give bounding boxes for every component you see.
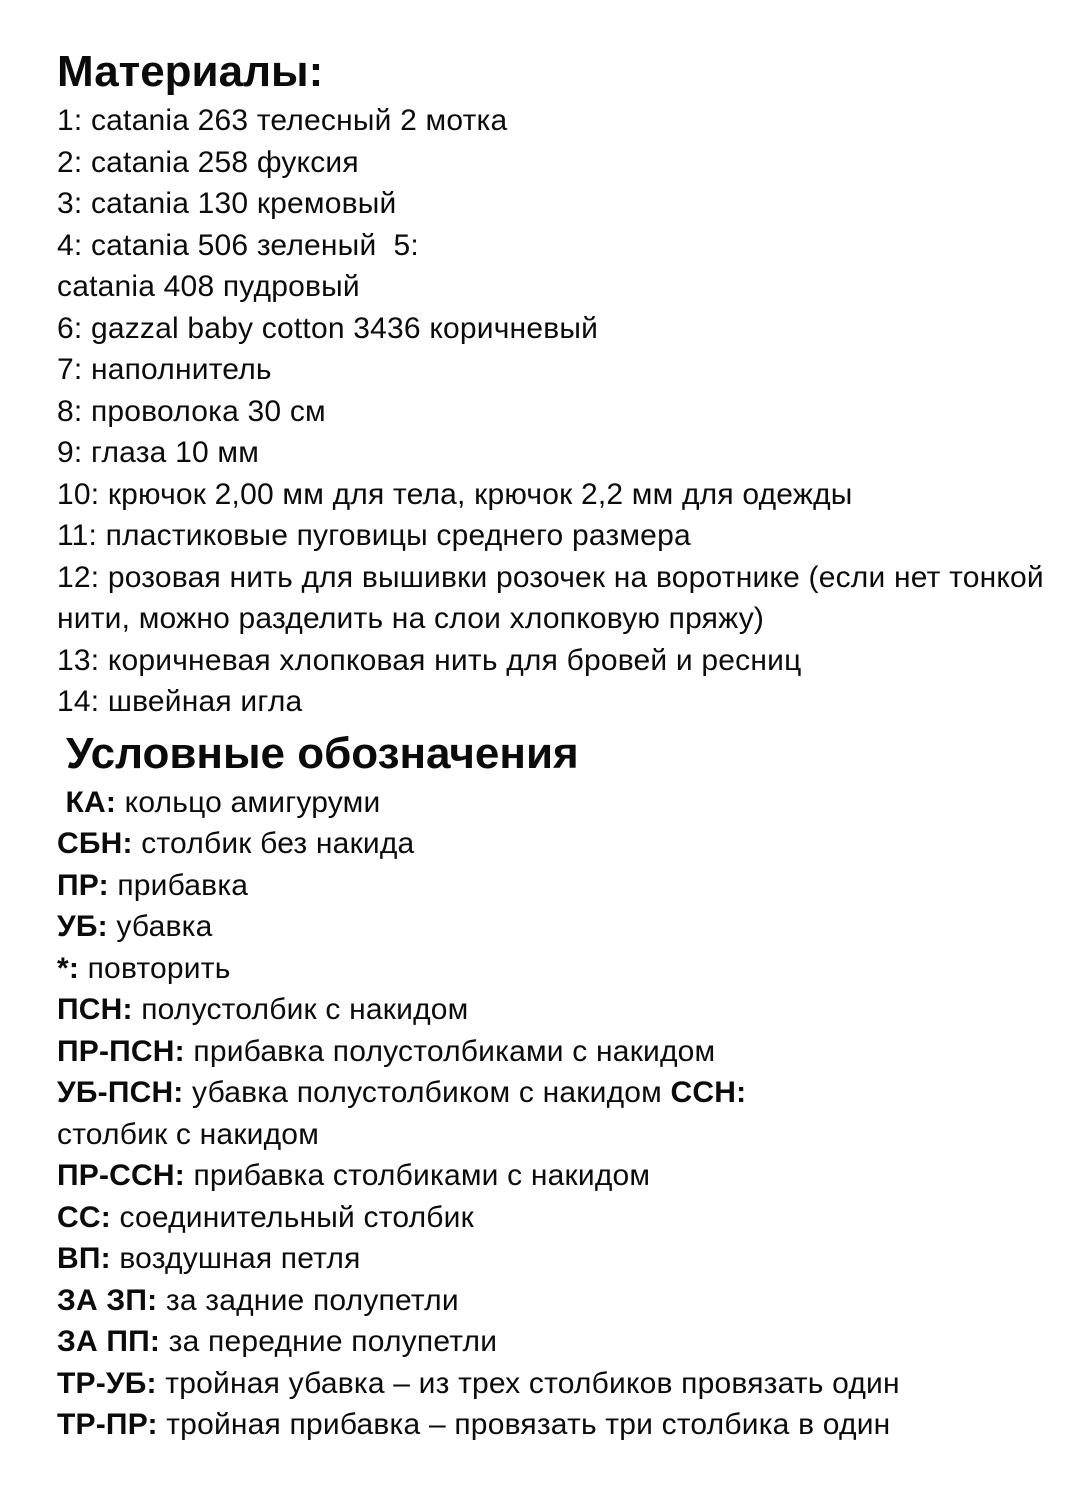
legend-term: ПР-ПСН:	[57, 1034, 185, 1068]
materials-list	[57, 100, 1064, 723]
legend-line	[57, 1321, 1064, 1363]
legend-term: *:	[57, 951, 80, 985]
material-line: 10: крючок 2,00 мм для тела, крючок 2,2 мм для одежды	[57, 477, 853, 511]
legend-term: ТР-УБ:	[57, 1366, 157, 1400]
legend-description: кольцо амигуруми	[116, 785, 381, 819]
materials-heading: Материалы:	[57, 47, 324, 96]
legend-term: СС:	[57, 1200, 111, 1234]
legend-line	[57, 865, 1064, 907]
legend-description: за задние полупетли	[157, 1283, 459, 1317]
legend-description: соединительный столбик	[110, 1200, 474, 1234]
material-line: 12: розовая нить для вышивки розочек на воротнике (если нет тонкой	[57, 560, 1044, 594]
material-line: 8: проволока 30 см	[57, 394, 326, 428]
legend-description: полустолбик с накидом	[132, 993, 469, 1026]
legend-line	[57, 1072, 1064, 1114]
legend-description: тройная прибавка – провязать три столбика в один	[157, 1408, 891, 1441]
legend-line	[57, 948, 1064, 990]
legend-term: ТР-ПР:	[57, 1408, 158, 1441]
legend-term: ЗА ЗП:	[57, 1283, 158, 1317]
legend-list	[57, 782, 1064, 1446]
legend-term: УБ:	[57, 910, 108, 943]
material-line: 1: catania 263 телесный 2 мотка	[57, 104, 508, 137]
legend-description: убавка	[107, 910, 213, 943]
legend-description: прибавка	[108, 868, 249, 902]
legend-line	[57, 1197, 1064, 1239]
material-line: 13: коричневая хлопковая нить для бровей и ресниц	[57, 643, 802, 677]
material-line: 6: gazzal baby cotton 3436 коричневый	[57, 311, 599, 345]
legend-term: ССН:	[670, 1076, 747, 1109]
legend-description: столбик с накидом	[57, 1117, 320, 1151]
legend-line	[57, 906, 1064, 948]
material-line: 3: catania 130 кремовый	[57, 187, 397, 220]
material-line: 14: швейная игла	[57, 685, 303, 718]
legend-line	[57, 1031, 1064, 1073]
material-line: 2: catania 258 фуксия	[57, 145, 359, 179]
material-line: 4: catania 506 зеленый 5:	[57, 228, 419, 262]
legend-term: ЗА ПП:	[57, 1325, 161, 1358]
legend-line	[57, 1363, 1064, 1405]
legend-description: тройная убавка – из трех столбиков провязать один	[156, 1366, 900, 1400]
legend-term: ПСН:	[57, 993, 133, 1026]
legend-description: прибавка столбиками с накидом	[184, 1159, 651, 1192]
legend-description: убавка полустолбиком с накидом	[183, 1076, 671, 1109]
material-line: catania 408 пудровый	[57, 270, 360, 303]
legend-line	[57, 1280, 1064, 1322]
legend-line	[57, 989, 1064, 1031]
legend-term: СБН:	[57, 827, 133, 860]
legend-heading: Условные обозначения	[66, 728, 579, 778]
legend-description: повторить	[79, 951, 231, 985]
legend-line	[57, 782, 1064, 824]
legend-term: ВП:	[57, 1242, 111, 1275]
material-line: 11: пластиковые пуговицы среднего размера	[57, 519, 691, 552]
legend-description: прибавка полустолбиками с накидом	[184, 1034, 716, 1068]
legend-line	[57, 1114, 1064, 1156]
material-line: 7: наполнитель	[57, 353, 272, 386]
legend-line	[57, 823, 1064, 865]
legend-line	[57, 1238, 1064, 1280]
legend-description: воздушная петля	[110, 1242, 361, 1275]
legend-term: КА:	[57, 785, 117, 819]
legend-line	[57, 1404, 1064, 1446]
legend-term: ПР-ССН:	[57, 1159, 185, 1192]
legend-description: столбик без накида	[132, 827, 415, 860]
material-line: нити, можно разделить на слои хлопковую пряжу)	[57, 602, 765, 635]
legend-description: за передние полупетли	[160, 1325, 498, 1358]
material-line: 9: глаза 10 мм	[57, 436, 260, 469]
legend-term: ПР:	[57, 868, 109, 902]
legend-line	[57, 1155, 1064, 1197]
legend-term: УБ-ПСН:	[57, 1076, 184, 1109]
